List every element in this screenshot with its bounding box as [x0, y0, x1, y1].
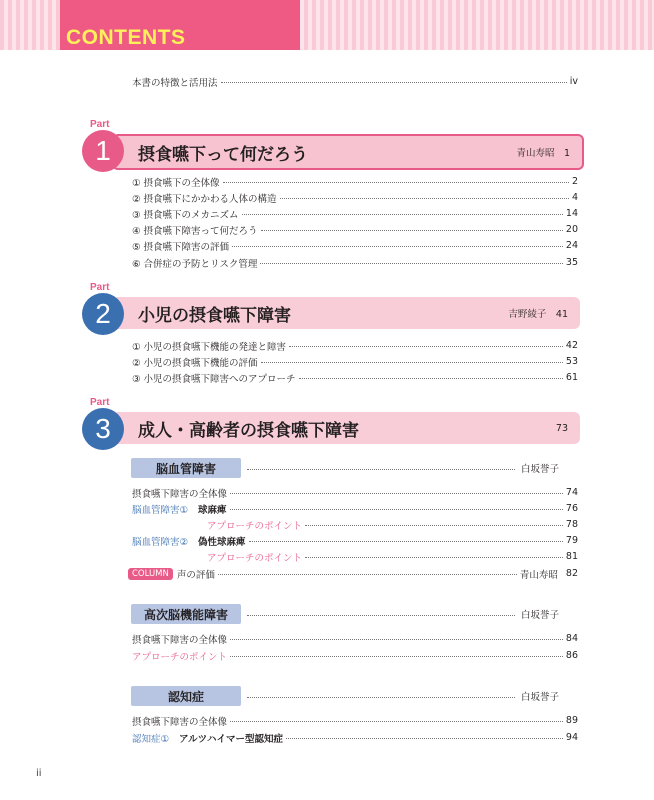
part-2-bar[interactable]: [112, 297, 580, 329]
dot-leader: [305, 525, 563, 526]
part-author: 73: [555, 422, 568, 434]
toc-entry[interactable]: [128, 566, 578, 581]
toc-entry[interactable]: [132, 631, 578, 646]
section-title-box: 高次脳機能障害: [131, 604, 241, 624]
toc-entry-label: 球麻痺: [198, 504, 227, 516]
part-title: 小児の摂食嚥下障害: [138, 305, 291, 326]
part-number-badge: 3: [82, 408, 124, 450]
toc-entry-label: 摂食嚥下障害の全体像: [132, 716, 228, 728]
part-title: 成人・高齢者の摂食嚥下障害: [138, 420, 359, 441]
toc-entry-label: ④ 摂食嚥下障害って何だろう: [132, 225, 258, 237]
part-label: Part: [90, 119, 110, 130]
toc-entry[interactable]: [132, 255, 578, 270]
toc-entry[interactable]: [132, 485, 578, 500]
dot-leader: [299, 378, 563, 379]
toc-entry[interactable]: [132, 370, 578, 385]
toc-entry-page: 14: [565, 208, 578, 219]
page-title: CONTENTS: [66, 26, 186, 49]
toc-entry-label: ① 小児の摂食嚥下機能の発達と障害: [132, 341, 287, 353]
toc-entry-label: ② 摂食嚥下にかかわる人体の構造: [132, 193, 277, 205]
toc-entry-intro[interactable]: [132, 74, 578, 89]
toc-entry-label: ⑤ 摂食嚥下障害の評価: [132, 241, 230, 253]
dot-leader: [230, 509, 563, 510]
toc-entry-page: 74: [565, 487, 578, 498]
toc-entry-page: 79: [565, 535, 578, 546]
toc-entry-label: 本書の特徴と活用法: [132, 77, 218, 89]
toc-entry-page: 86: [565, 650, 578, 661]
toc-entry[interactable]: [132, 238, 578, 253]
toc-entry[interactable]: [207, 549, 578, 564]
section-author: 白坂誉子: [520, 464, 559, 475]
toc-entry[interactable]: [132, 354, 578, 369]
toc-entry-prefix: 脳血管障害②: [132, 536, 189, 548]
toc-entry-author: 青山寿昭: [519, 569, 558, 581]
toc-entry-page: 2: [571, 176, 578, 187]
toc-entry[interactable]: [207, 517, 578, 532]
toc-entry-label: ③ 小児の摂食嚥下障害へのアプローチ: [132, 373, 296, 385]
section-header[interactable]: [131, 604, 577, 624]
toc-entry-label: ⑥ 合併症の予防とリスク管理: [132, 258, 258, 270]
section-title-box: 脳血管障害: [131, 458, 241, 478]
part-title: 摂食嚥下って何だろう: [138, 144, 308, 165]
toc-entry[interactable]: [132, 730, 578, 745]
dot-leader: [247, 615, 515, 616]
toc-entry[interactable]: [132, 533, 578, 548]
section-title-box: 認知症: [131, 686, 241, 706]
toc-entry-page: 35: [565, 257, 578, 268]
part-3-bar[interactable]: [112, 412, 580, 444]
dot-leader: [242, 214, 563, 215]
toc-entry-label: アルツハイマー型認知症: [179, 733, 283, 745]
toc-entry-page: 89: [565, 715, 578, 726]
dot-leader: [286, 738, 563, 739]
dot-leader: [230, 721, 563, 722]
toc-entry-page: 61: [565, 372, 578, 383]
section-author: 白坂誉子: [520, 610, 559, 621]
toc-entry-page: 4: [571, 192, 578, 203]
toc-entry-page: 24: [565, 240, 578, 251]
toc-entry[interactable]: [132, 222, 578, 237]
toc-entry-page: 53: [565, 356, 578, 367]
dot-leader: [223, 182, 569, 183]
toc-entry[interactable]: [132, 190, 578, 205]
toc-entry-page: 94: [565, 732, 578, 743]
toc-entry[interactable]: [132, 648, 578, 663]
dot-leader: [230, 656, 563, 657]
dot-leader: [218, 574, 517, 575]
toc-entry-label: ② 小児の摂食嚥下機能の評価: [132, 357, 258, 369]
toc-entry[interactable]: [132, 501, 578, 516]
column-badge: COLUMN: [128, 568, 173, 580]
toc-entry-page: iv: [569, 76, 578, 87]
toc-entry-label: ① 摂食嚥下の全体像: [132, 177, 220, 189]
toc-entry-label: アプローチのポイント: [132, 651, 228, 663]
toc-entry-label: ③ 摂食嚥下のメカニズム: [132, 209, 239, 221]
toc-entry-page: 84: [565, 633, 578, 644]
part-number-badge: 1: [82, 130, 124, 172]
toc-entry-prefix: 脳血管障害①: [132, 504, 189, 516]
section-header[interactable]: [131, 458, 577, 478]
dot-leader: [280, 198, 569, 199]
toc-entry-label: 摂食嚥下障害の全体像: [132, 488, 228, 500]
toc-entry-page: 82: [565, 568, 578, 579]
toc-entry-label: 摂食嚥下障害の全体像: [132, 634, 228, 646]
dot-leader: [221, 82, 567, 83]
toc-entry-label: 偽性球麻痺: [198, 536, 246, 548]
toc-entry[interactable]: [132, 713, 578, 728]
dot-leader: [260, 263, 563, 264]
dot-leader: [230, 639, 563, 640]
toc-entry-prefix: 認知症①: [132, 733, 170, 745]
toc-entry-page: 81: [565, 551, 578, 562]
toc-entry[interactable]: [132, 174, 578, 189]
part-label: Part: [90, 282, 110, 293]
part-number-badge: 2: [82, 293, 124, 335]
section-author: 白坂誉子: [520, 692, 559, 703]
toc-entry-page: 20: [565, 224, 578, 235]
part-author: 青山寿昭 1: [516, 148, 570, 159]
toc-entry-label: アプローチのポイント: [207, 552, 303, 564]
footer-page-number: ii: [36, 768, 42, 779]
toc-entry-label: 声の評価: [176, 569, 215, 581]
dot-leader: [261, 230, 563, 231]
dot-leader: [230, 493, 563, 494]
section-header[interactable]: [131, 686, 577, 706]
dot-leader: [232, 246, 563, 247]
dot-leader: [305, 557, 563, 558]
toc-entry-page: 78: [565, 519, 578, 530]
part-label: Part: [90, 397, 110, 408]
toc-entry-label: アプローチのポイント: [207, 520, 303, 532]
dot-leader: [261, 362, 563, 363]
dot-leader: [289, 346, 563, 347]
toc-entry[interactable]: [132, 338, 578, 353]
part-1-bar[interactable]: [112, 134, 584, 170]
part-author: 吉野綾子 41: [508, 309, 568, 320]
dot-leader: [247, 697, 515, 698]
dot-leader: [249, 541, 563, 542]
toc-entry-page: 76: [565, 503, 578, 514]
toc-entry[interactable]: [132, 206, 578, 221]
toc-entry-page: 42: [565, 340, 578, 351]
dot-leader: [247, 469, 515, 470]
